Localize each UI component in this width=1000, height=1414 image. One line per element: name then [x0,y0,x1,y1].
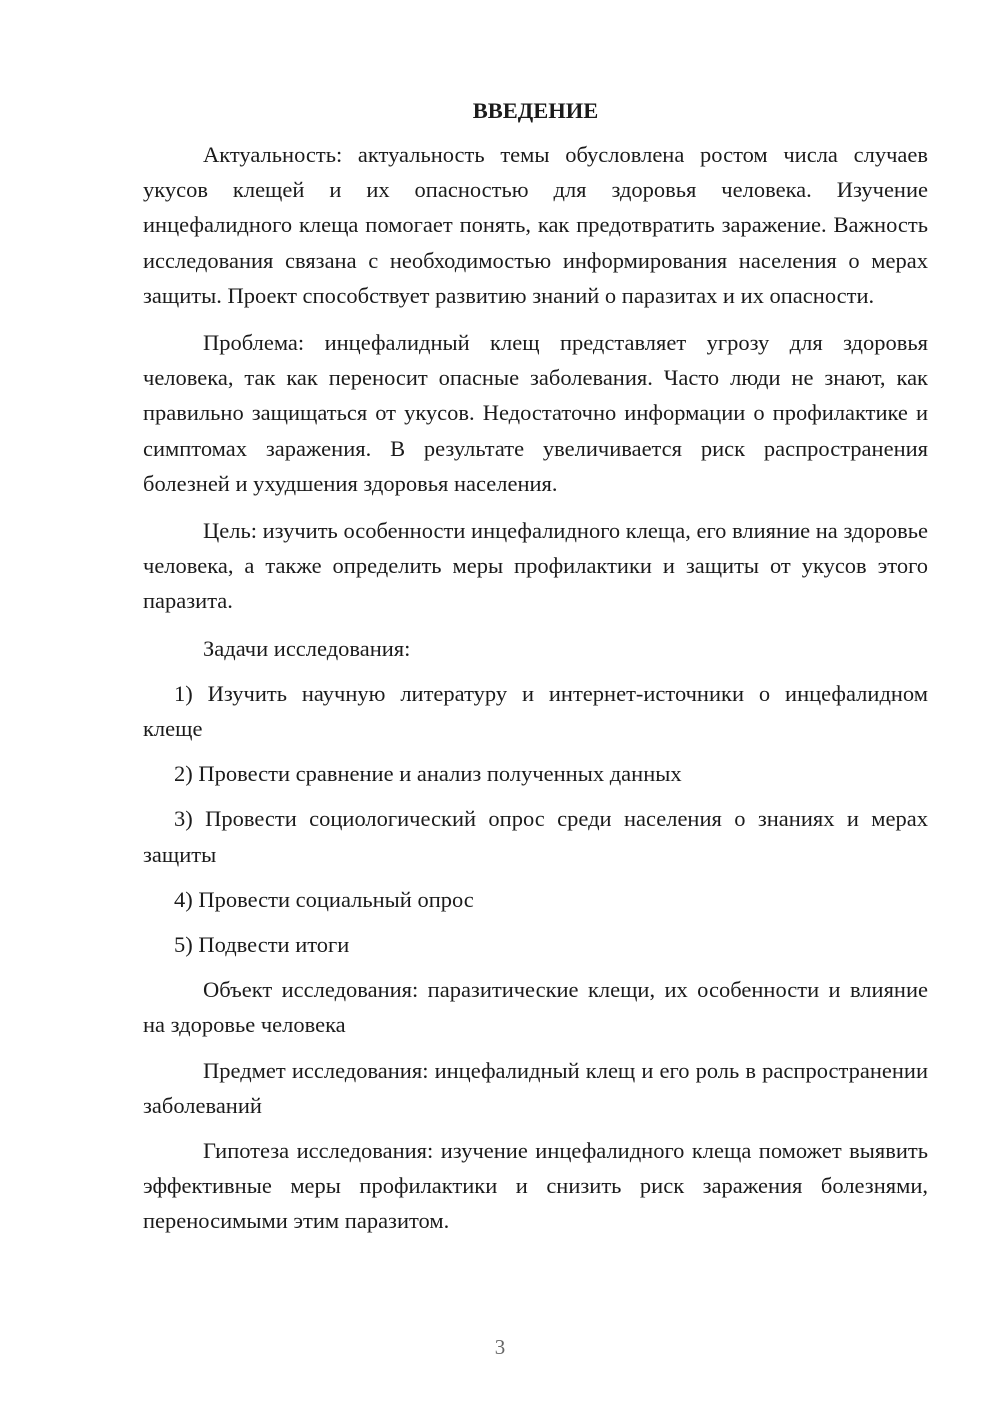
task-item-4: 4) Провести социальный опрос [174,886,474,912]
paragraph-problem: Проблема: инцефалидный клещ представляет угрозу для здоровья человека, так как переносит опасные заболевания. Часто люди не знают, как правильно защищаться от укусов. Недостаточно информации о профилактике и симптомах заражения. В результате увеличивается риск распространения болезней и ухудшения здоровья населения. [143,330,928,496]
paragraph-object: Объект исследования: паразитические клещи, их особенности и влияние на здоровье человека [143,977,928,1038]
paragraph-subject: Предмет исследования: инцефалидный клещ и его роль в распространении заболеваний [143,1057,928,1118]
tasks-heading: Задачи исследования: [203,635,411,661]
paragraph-hypothesis: Гипотеза исследования: изучение инцефалидного клеща поможет выявить эффективные меры профилактики и снизить риск заражения болезнями, переносимыми этим паразитом. [143,1138,928,1234]
task-item-2: 2) Провести сравнение и анализ полученных данных [174,761,682,787]
document-page [143,95,928,1239]
task-item-3: 3) Провести социологический опрос среди населения о знаниях и мерах защиты [143,806,928,867]
page-number: 3 [494,1335,506,1359]
section-title: ВВЕДЕНИЕ [472,98,599,123]
task-item-1: 1) Изучить научную литературу и интернет-источники о инцефалидном клеще [143,680,928,742]
task-item-5: 5) Подвести итоги [174,932,350,958]
paragraph-goal: Цель: изучить особенности инцефалидного клеща, его влияние на здоровье человека, а также определить меры профилактики и защиты от укусов этого паразита. [143,518,928,614]
paragraph-relevance: Актуальность: актуальность темы обусловлена ростом числа случаев укусов клещей и их опасностью для здоровья человека. Изучение инцефалидного клеща помогает понять, как предотвратить заражение. Важность исследования связана с необходимостью информирования населения о мерах защиты. Проект способствует развитию знаний о паразитах и их опасности. [143,142,928,308]
